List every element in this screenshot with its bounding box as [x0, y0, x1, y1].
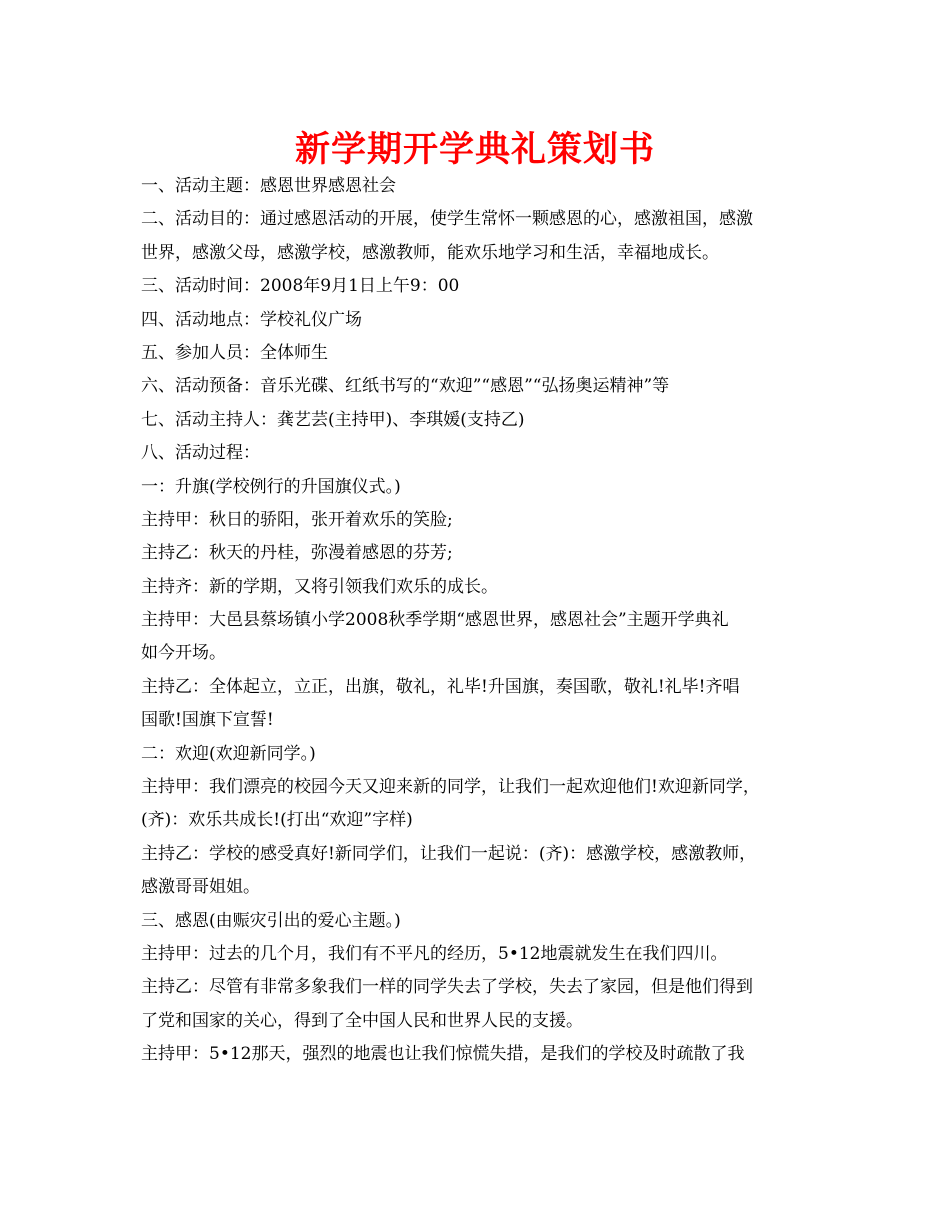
text-line: 主持甲：秋日的骄阳，张开着欢乐的笑脸;: [141, 509, 453, 530]
text-line: 主持乙：秋天的丹桂，弥漫着感恩的芬芳;: [141, 543, 453, 564]
text-line: 主持甲：大邑县蔡场镇小学2008秋季学期“感恩世界，感恩社会”主题开学典礼: [141, 610, 729, 631]
text-line: 主持齐：新的学期，又将引领我们欢乐的成长。: [141, 576, 498, 597]
text-line: 主持甲：过去的几个月，我们有不平凡的经历，5•12地震就发生在我们四川。: [141, 943, 728, 964]
text-line: 七、活动主持人：龚艺芸(主持甲)、李琪媛(支持乙): [141, 409, 525, 430]
text-line: 世界，感激父母，感激学校，感激教师，能欢乐地学习和生活，幸福地成长。: [141, 242, 719, 263]
text-line: 一：升旗(学校例行的升国旗仪式。): [141, 476, 401, 497]
text-line: 如今开场。: [141, 643, 226, 664]
text-line: 主持乙：尽管有非常多象我们一样的同学失去了学校，失去了家园，但是他们得到: [141, 977, 753, 998]
text-line: 主持乙：学校的感受真好!新同学们，让我们一起说：(齐)：感激学校，感激教师，: [141, 843, 757, 864]
text-line: 八、活动过程：: [141, 443, 260, 464]
text-line: (齐)：欢乐共成长!(打出“欢迎”字样): [141, 810, 413, 831]
text-line: 一、活动主题：感恩世界感恩社会: [141, 176, 396, 196]
text-line: 三、感恩(由赈灾引出的爱心主题。): [141, 910, 401, 931]
text-line: 二、活动目的：通过感恩活动的开展，使学生常怀一颗感恩的心，感激祖国，感激: [141, 209, 753, 230]
text-line: 五、参加人员：全体师生: [141, 342, 328, 363]
text-line: 二：欢迎(欢迎新同学。): [141, 743, 316, 764]
text-line: 感激哥哥姐姐。: [141, 877, 260, 898]
text-line: 六、活动预备：音乐光碟、红纸书写的“欢迎”“感恩”“弘扬奥运精神”等: [141, 376, 670, 397]
text-line: 四、活动地点：学校礼仪广场: [141, 309, 362, 330]
text-line: 主持乙：全体起立，立正，出旗，敬礼，礼毕!升国旗，奏国歌，敬礼!礼毕!齐唱: [141, 676, 740, 697]
text-line: 三、活动时间：2008年9月1日上午9：00: [141, 276, 460, 297]
document-body: [141, 170, 821, 1072]
text-line: 主持甲：5•12那天，强烈的地震也让我们惊慌失措，是我们的学校及时疏散了我: [141, 1044, 745, 1065]
document-title: 新学期开学典礼策划书: [294, 129, 655, 170]
text-line: 主持甲：我们漂亮的校园今天又迎来新的同学，让我们一起欢迎他们!欢迎新同学，: [141, 777, 760, 798]
text-line: 国歌!国旗下宣誓!: [141, 710, 274, 731]
text-line: 了党和国家的关心，得到了全中国人民和世界人民的支援。: [141, 1010, 583, 1031]
